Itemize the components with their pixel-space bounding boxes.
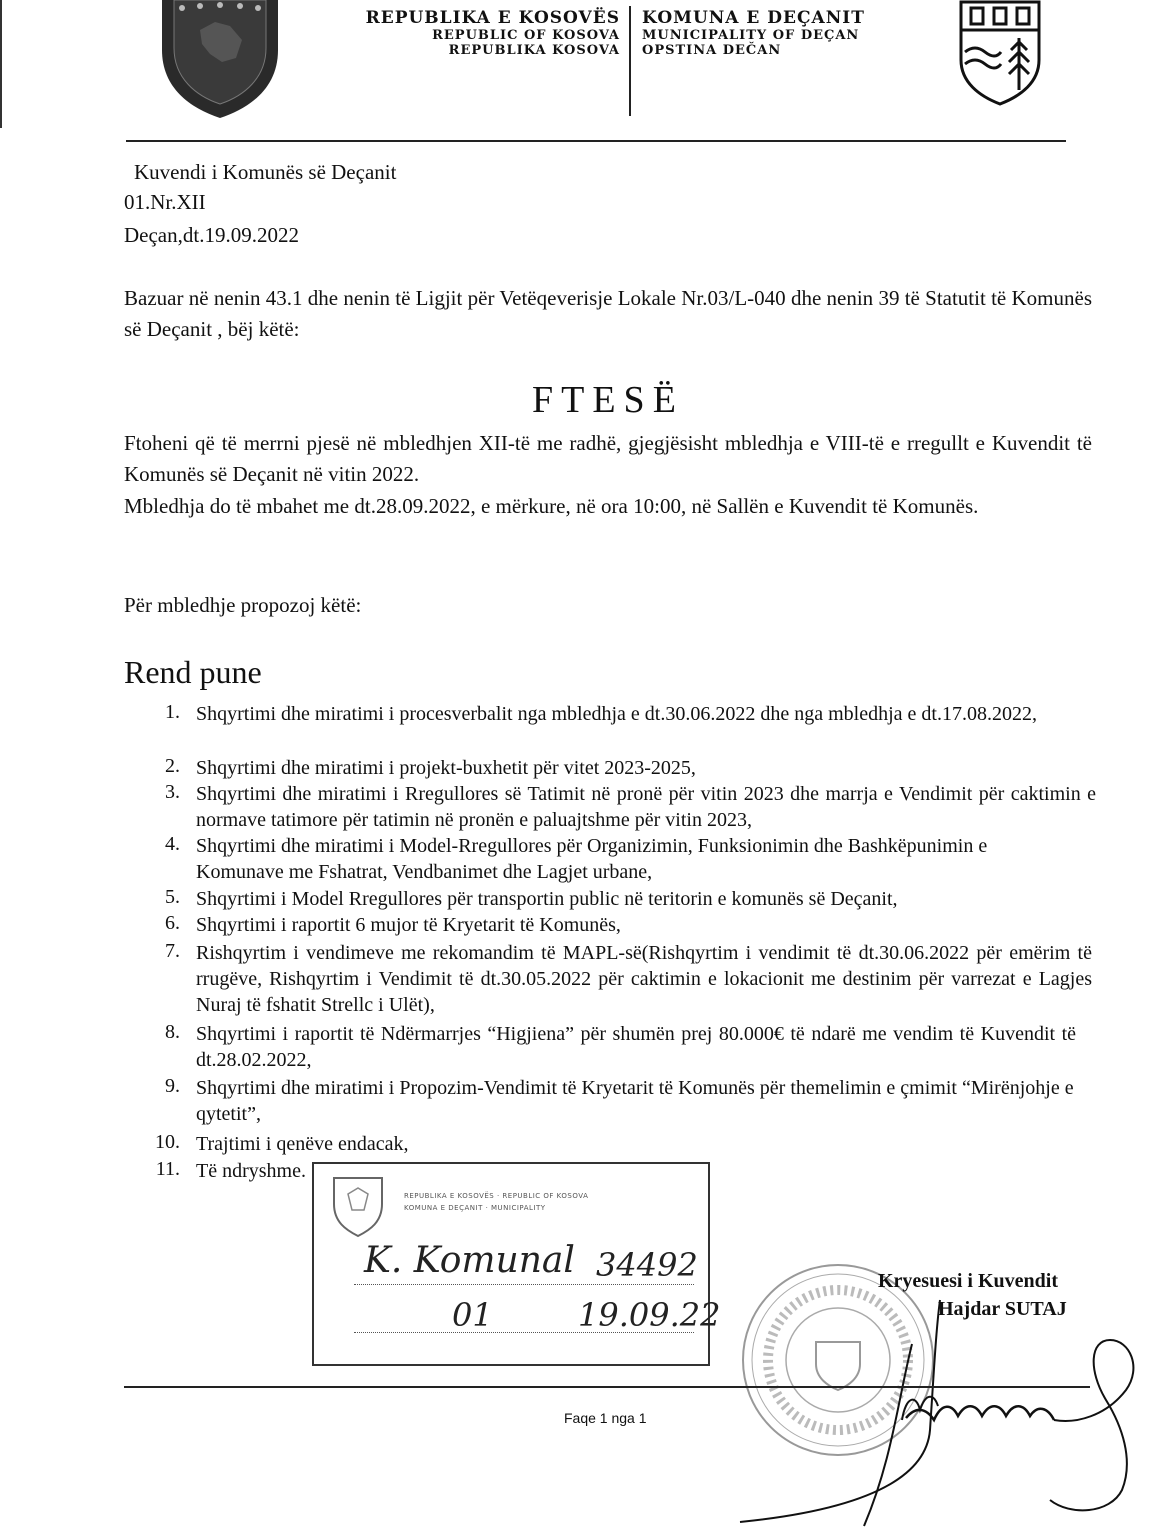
stamp-emblem-icon bbox=[330, 1174, 386, 1238]
agenda-number: 5. bbox=[165, 886, 180, 908]
document-title: FTESË bbox=[532, 379, 684, 421]
header-right-line1: KOMUNA E DEÇANIT bbox=[642, 8, 865, 28]
intro-paragraph: Bazuar në nenin 43.1 dhe nenin të Ligjit për Vetëqeverisje Lokale Nr.03/L-040 dhe nenin 39 të Statutit të Komunës së Deçanit , bëj këtë: bbox=[124, 286, 1092, 341]
agenda-item: Shqyrtimi i raportit të Ndërmarrjes “Higjiena” për shumën prej 80.000€ të ndarë me vendim të Kuvendit të dt.28.02.2022, bbox=[196, 1023, 1076, 1071]
left-margin-mark bbox=[0, 0, 2, 128]
handwritten-signature-icon bbox=[730, 1290, 1150, 1527]
propose-line: Për mbledhje propozoj këtë: bbox=[124, 593, 362, 617]
agenda-number: 11. bbox=[155, 1158, 180, 1180]
agenda-number: 3. bbox=[165, 781, 180, 803]
agenda-item: Shqyrtimi dhe miratimi i procesverbalit nga mbledhja e dt.30.06.2022 dhe nga mbledhja e dt.17.08.2022, bbox=[196, 703, 1037, 725]
agenda-number: 2. bbox=[165, 755, 180, 777]
decan-municipality-emblem-icon bbox=[955, 0, 1045, 106]
footer-rule bbox=[124, 1386, 1090, 1388]
agenda-number: 8. bbox=[165, 1021, 180, 1043]
registration-stamp bbox=[312, 1162, 721, 1366]
agenda-item: Shqyrtimi dhe miratimi i Rregullores së Tatimit në pronë për vitin 2023 dhe marrja e Vendimit për caktimin e normave tatimore për tatimin në pronën e paluajtshme për vitin 2023, bbox=[196, 783, 1096, 831]
agenda-item: Shqyrtimi dhe miratimi i Model-Rregullores për Organizimin, Funksionimin dhe Bashkëpunimin e Komunave me Fshatrat, Vendbanimet dhe Lagjet urbane, bbox=[196, 835, 988, 883]
stamp-underline-1 bbox=[354, 1284, 694, 1286]
invitation-paragraph-1: Ftoheni që të merrni pjesë në mbledhjen XII-të me radhë, gjegjësisht mbledhja e VIII-të e rregullt e Kuvendit të Komunës së Deçanit në vitin 2022. bbox=[124, 431, 1092, 486]
header-right-line3: OPSTINA DEČAN bbox=[642, 43, 782, 58]
agenda-heading: Rend pune bbox=[124, 654, 262, 690]
agenda-number: 7. bbox=[165, 940, 180, 962]
institution-name: Kuvendi i Komunës së Deçanit bbox=[134, 160, 397, 184]
header-left-line1: REPUBLIKA E KOSOVËS bbox=[365, 8, 620, 28]
document-number: 01.Nr.XII bbox=[124, 190, 206, 214]
agenda-number: 1. bbox=[165, 701, 180, 723]
signature-role: Kryesuesi i Kuvendit bbox=[878, 1270, 1059, 1292]
stamp-line-1: REPUBLIKA E KOSOVËS · REPUBLIC OF KOSOVA bbox=[404, 1192, 589, 1200]
stamp-handwriting-1: K. Komunal bbox=[364, 1240, 575, 1281]
agenda-number: 10. bbox=[155, 1131, 180, 1153]
stamp-handwriting-3: 01 bbox=[452, 1296, 493, 1334]
header-left-line3: REPUBLIKA KOSOVA bbox=[448, 43, 620, 58]
header-rule bbox=[126, 140, 1066, 142]
agenda-number: 6. bbox=[165, 912, 180, 934]
agenda-item: Të ndryshme. bbox=[196, 1160, 306, 1182]
agenda-number: 9. bbox=[165, 1075, 180, 1097]
agenda-item: Trajtimi i qenëve endacak, bbox=[196, 1133, 409, 1155]
stamp-handwriting-2: 34492 bbox=[596, 1246, 698, 1284]
header-divider bbox=[629, 6, 631, 116]
agenda-item: Shqyrtimi dhe miratimi i projekt-buxhetit për vitet 2023-2025, bbox=[196, 757, 696, 779]
agenda-item: Shqyrtimi dhe miratimi i Propozim-Vendimit të Kryetarit të Komunës për themelimin e çmimit “Mirënjohje e qytetit”, bbox=[196, 1077, 1074, 1125]
place-date: Deçan,dt.19.09.2022 bbox=[124, 223, 299, 247]
stamp-handwriting-4: 19.09.22 bbox=[578, 1296, 721, 1334]
signature-name: Hajdar SUTAJ bbox=[938, 1298, 1067, 1320]
stamp-line-2: KOMUNA E DEÇANIT · MUNICIPALITY bbox=[404, 1204, 546, 1212]
invitation-paragraph-2: Mbledhja do të mbahet me dt.28.09.2022, e mërkure, në ora 10:00, në Sallën e Kuvendit të Komunës. bbox=[124, 494, 979, 518]
agenda-item: Shqyrtimi i raportit 6 mujor të Kryetarit të Komunës, bbox=[196, 914, 621, 936]
page-number: Faqe 1 nga 1 bbox=[564, 1410, 647, 1426]
header-right-line2: MUNICIPALITY OF DEÇAN bbox=[642, 28, 860, 43]
agenda-number: 4. bbox=[165, 833, 180, 855]
header-left-line2: REPUBLIC OF KOSOVA bbox=[432, 28, 620, 43]
agenda-item: Shqyrtimi i Model Rregullores për transportin public në teritorin e komunës së Deçanit, bbox=[196, 888, 898, 910]
agenda-item: Rishqyrtim i vendimeve me rekomandim të MAPL-së(Rishqyrtim i vendimit të dt.30.06.2022 për emërim të rrugëve, Rishqyrtim i Vendimit të dt.30.05.2022 për caktimin e lokacionit me destinim për varrezat e Lagjes Nuraj të fshatit Strellc i Ulët), bbox=[196, 942, 1092, 1016]
